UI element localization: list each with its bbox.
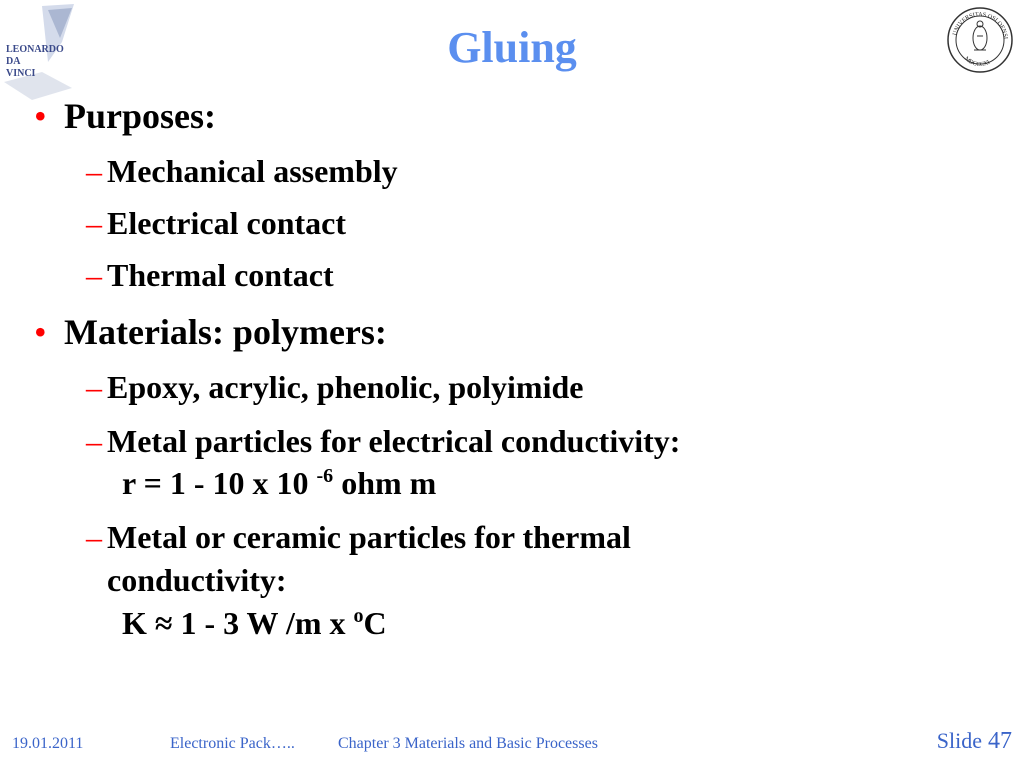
- bullet-label: Purposes:: [64, 96, 216, 136]
- sub-item-metal-particles-electrical: – Metal particles for electrical conductivity:: [86, 423, 681, 459]
- dash-marker: –: [86, 205, 102, 241]
- sub-item-polymers-list: – Epoxy, acrylic, phenolic, polyimide: [86, 369, 584, 405]
- footer-chapter: Chapter 3 Materials and Basic Processes: [338, 735, 598, 752]
- thermal-conductivity-formula: K ≈ 1 - 3 W /m x $^o$C: [122, 605, 387, 641]
- resistivity-exponent: -6: [316, 465, 334, 487]
- sub-item-thermal-particles: – Metal or ceramic particles for thermal: [86, 519, 631, 555]
- bullet-label: Materials: polymers:: [64, 312, 387, 352]
- sub-item-electrical-contact: – Electrical contact: [86, 205, 346, 241]
- bullet-purposes: [34, 96, 216, 136]
- dash-marker: –: [86, 153, 102, 189]
- svg-text:MDCCCXI: MDCCCXI: [963, 55, 992, 69]
- dash-marker: –: [86, 423, 102, 459]
- footer-course: Electronic Pack…..: [170, 735, 295, 752]
- slide-number-value: 47: [988, 728, 1012, 754]
- dash-marker: –: [86, 519, 102, 555]
- bullet-marker: •: [34, 96, 47, 136]
- dash-marker: –: [86, 369, 102, 405]
- dash-marker: –: [86, 257, 102, 293]
- logo-text-leonardo: LEONARDO: [6, 44, 64, 55]
- sub-item-mechanical-assembly: – Mechanical assembly: [86, 153, 398, 189]
- sub-item-thermal-particles-cont: conductivity:: [107, 562, 287, 598]
- bullet-marker: •: [34, 312, 47, 352]
- footer-date: 19.01.2011: [12, 735, 84, 752]
- bullet-materials: [34, 312, 387, 352]
- slide-label: Slide: [936, 728, 982, 753]
- logo-text-da: DA: [6, 56, 21, 67]
- svg-text:UNIVERSITAS OSLOENSIS: UNIVERSITAS OSLOENSI: [952, 11, 1008, 40]
- resistivity-formula: r = 1 - 10 x 10 $^{-6}$ ohm m: [122, 465, 437, 501]
- slide-number: [937, 728, 1012, 755]
- sub-item-thermal-contact: – Thermal contact: [86, 257, 334, 293]
- degree-superscript: o: [353, 605, 364, 627]
- logo-text-vinci: VINCI: [6, 68, 36, 79]
- slide-title: Gluing: [447, 23, 577, 72]
